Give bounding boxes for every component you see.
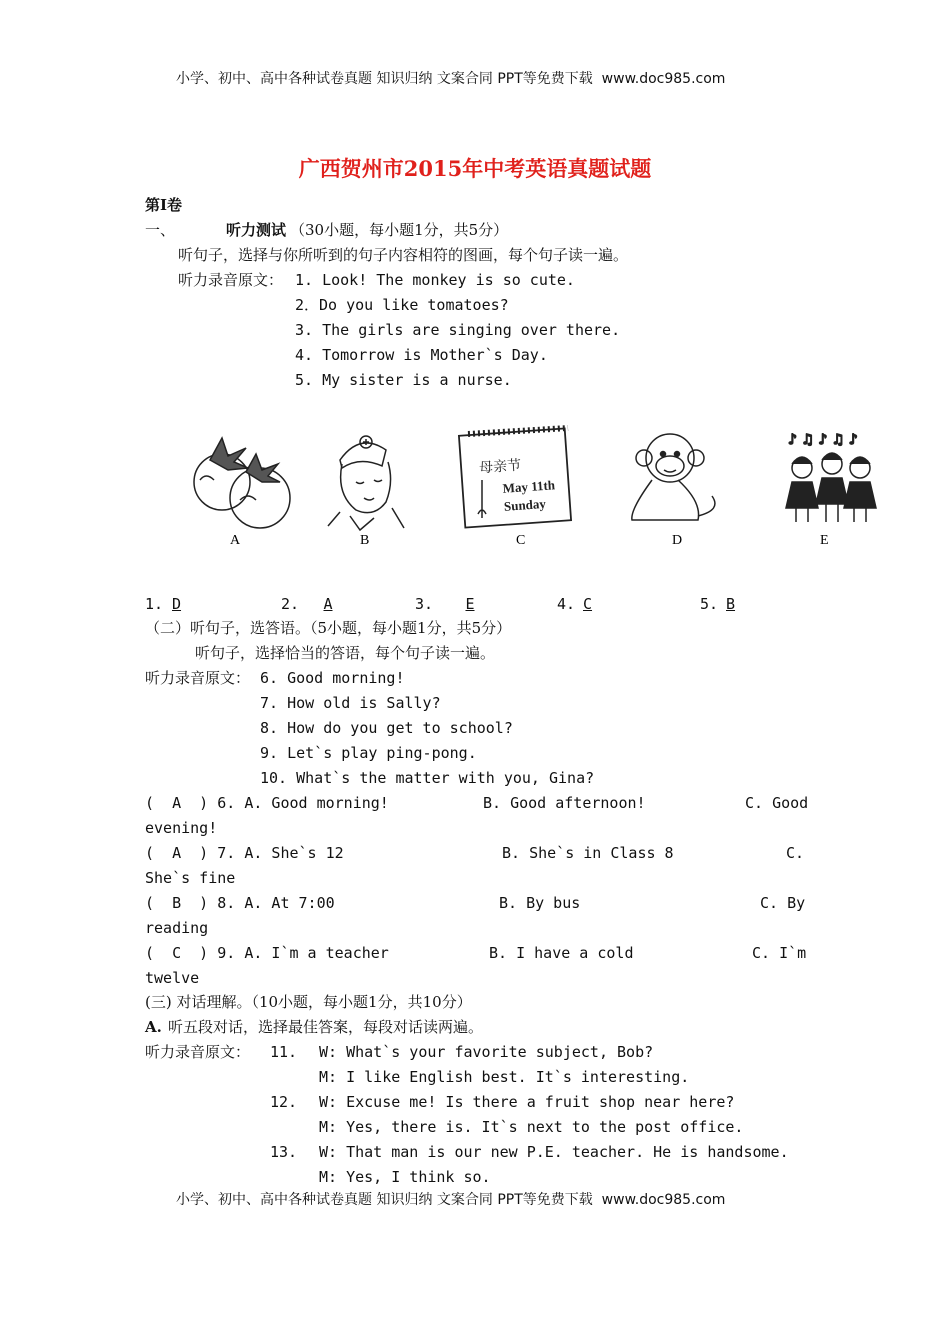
question-6-option-c: C. Good [745, 794, 809, 812]
picture-label-c: C [516, 533, 526, 548]
picture-label-d: D [672, 533, 683, 548]
answer-number: 5. [700, 595, 719, 613]
section1-score: （30小题，每小题1分，共5分） [290, 221, 509, 239]
answer-number: 1. [145, 595, 164, 613]
question-9-wrap: twelve [145, 969, 200, 987]
section1-name: 听力测试 [226, 221, 287, 239]
answer-value: B [726, 595, 736, 613]
calendar-line-3: Sunday [503, 495, 547, 514]
transcript-sentence: 5. My sister is a nurse. [295, 371, 512, 389]
question-6: ( A ) 6. A. Good morning! [145, 794, 389, 812]
picture-label-e: E [820, 533, 829, 548]
question-8-wrap: reading [145, 919, 209, 937]
transcript-sentence: 2．Do you like tomatoes? [295, 296, 509, 314]
calendar-line-2: May 11th [502, 477, 556, 496]
section2-instruction: 听句子，选择恰当的答语，每个句子读一遍。 [195, 644, 496, 662]
dialog-line: M: Yes, I think so. [319, 1168, 491, 1186]
dialog-line: M: Yes, there is. It`s next to the post office. [319, 1118, 744, 1136]
monkey-picture [632, 434, 715, 520]
transcript-sentence: 10. What`s the matter with you, Gina? [260, 769, 595, 787]
svg-text:♪ ♫ ♪ ♫ ♪: ♪ ♫ ♪ ♫ ♪ [788, 432, 858, 448]
nurse-picture [328, 436, 404, 530]
listening-pictures [180, 420, 900, 555]
question-8-option-c: C. By [760, 894, 806, 912]
tomatoes-picture [194, 438, 290, 528]
question-9-option-b: B. I have a cold [489, 944, 634, 962]
dialog-line: M: I like English best. It`s interesting. [319, 1068, 690, 1086]
question-6-wrap: evening! [145, 819, 218, 837]
section3-heading: (三) 对话理解。（10小题，每小题1分，共10分） [145, 993, 472, 1011]
section1-transcript-label: 听力录音原文： [178, 271, 284, 289]
transcript-sentence: 1. Look! The monkey is so cute. [295, 271, 575, 289]
dialog-number: 12. [270, 1093, 298, 1111]
answer-number: 3. [415, 595, 434, 613]
transcript-sentence: 6. Good morning! [260, 669, 405, 687]
section3-transcript-label: 听力录音原文： [145, 1043, 251, 1061]
question-7-wrap: She`s fine [145, 869, 236, 887]
question-6-option-b: B. Good afternoon! [483, 794, 646, 812]
question-8-option-b: B. By bus [499, 894, 581, 912]
page-title: 广西贺州市2015年中考英语真题试题 [298, 156, 652, 181]
answer-value: D [172, 595, 182, 613]
dialog-number: 11. [270, 1043, 298, 1061]
picture-label-a: A [230, 533, 241, 548]
transcript-sentence: 7. How old is Sally? [260, 694, 441, 712]
question-7-option-c: C. [786, 844, 805, 862]
singing-girls-picture [786, 432, 876, 522]
section2-transcript-label: 听力录音原文： [145, 669, 251, 687]
page-header: 小学、初中、高中各种试卷真题 知识归纳 文案合同 PPT等免费下载 www.doc985.com [176, 71, 726, 87]
dialog-line: W: What`s your favorite subject, Bob? [319, 1043, 654, 1061]
calendar-picture [459, 428, 571, 528]
section1-num: 一、 [145, 221, 176, 239]
answer-number: 4. [557, 595, 576, 613]
section1-instruction: 听句子，选择与你所听到的句子内容相符的图画，每个句子读一遍。 [178, 246, 629, 264]
transcript-sentence: 8. How do you get to school? [260, 719, 513, 737]
section3-sub-text: 听五段对话，选择最佳答案，每段对话读两遍。 [168, 1018, 484, 1036]
section2-heading: （二）听句子，选答语。（5小题，每小题1分，共5分） [145, 619, 512, 637]
question-7: ( A ) 7. A. She`s 12 [145, 844, 344, 862]
question-9-option-c: C. I`m [752, 944, 807, 962]
answer-value: C [583, 595, 593, 613]
transcript-sentence: 9. Let`s play ping-pong. [260, 744, 477, 762]
transcript-sentence: 4. Tomorrow is Mother`s Day. [295, 346, 548, 364]
answer-value: E [465, 595, 475, 613]
dialog-number: 13. [270, 1143, 298, 1161]
volume-label: 第Ⅰ卷 [145, 196, 183, 214]
section3-sub-label: A. [145, 1018, 162, 1036]
transcript-sentence: 3. The girls are singing over there. [295, 321, 621, 339]
answer-number: 2. [281, 595, 300, 613]
question-9: ( C ) 9. A. I`m a teacher [145, 944, 389, 962]
picture-label-b: B [360, 533, 370, 548]
calendar-line-1: 母亲节 [478, 457, 522, 477]
answer-value: A [323, 595, 333, 613]
dialog-line: W: Excuse me! Is there a fruit shop near here? [319, 1093, 735, 1111]
dialog-line: W: That man is our new P.E. teacher. He is handsome. [319, 1143, 789, 1161]
page-footer: 小学、初中、高中各种试卷真题 知识归纳 文案合同 PPT等免费下载 www.doc985.com [176, 1192, 726, 1208]
question-7-option-b: B. She`s in Class 8 [502, 844, 674, 862]
question-8: ( B ) 8. A. At 7:00 [145, 894, 335, 912]
